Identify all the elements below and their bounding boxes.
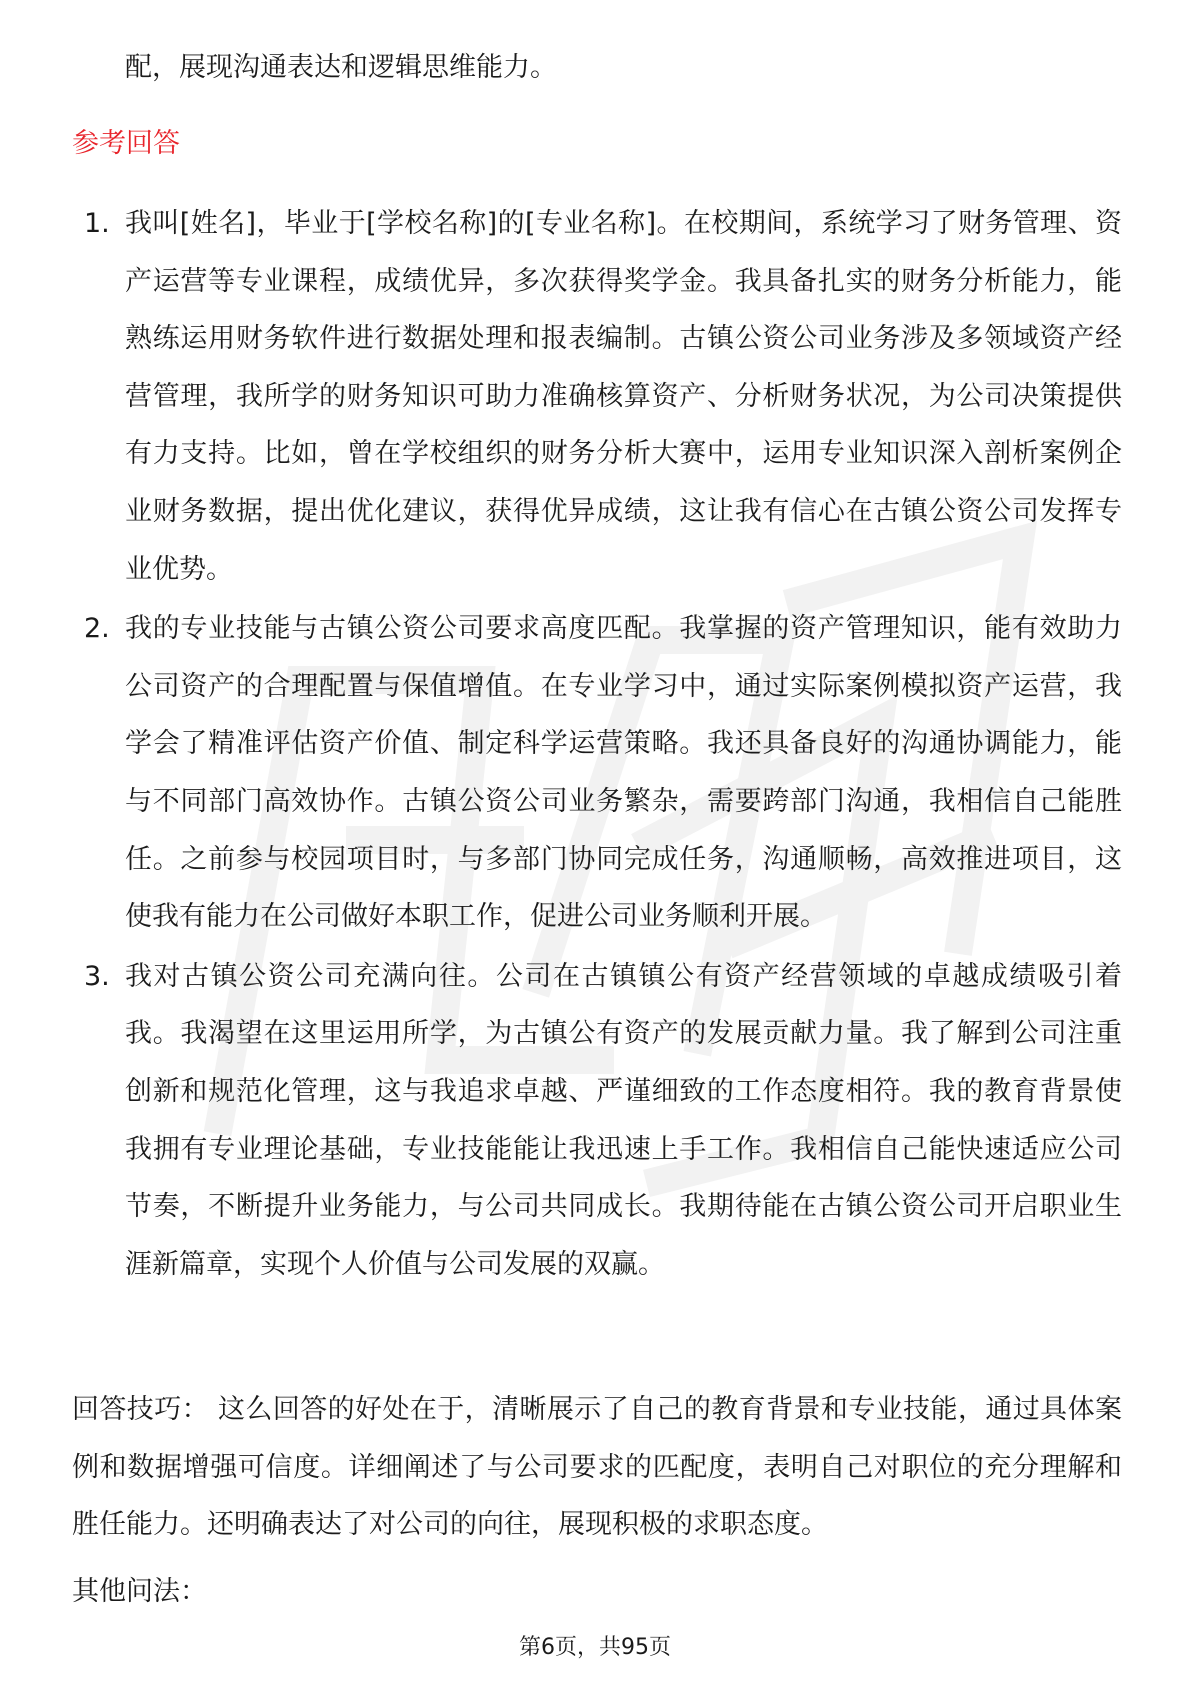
answer-text: 我的专业技能与古镇公资公司要求高度匹配。我掌握的资产管理知识，能有效助力公司资产的合理配置与保值增值。在专业学习中，通过实际案例模拟资产运营，我学会了精准评估资产价值、制定科学运营策略。我还具备良好的沟通协调能力，能与不同部门高效协作。古镇公资公司业务繁杂，需要跨部门沟通，我相信自己能胜任。之前参与校园项目时，与多部门协同完成任务，沟通顺畅，高效推进项目，这使我有能力在公司做好本职工作，促进公司业务顺利开展。 [125,613,1122,933]
answer-list [72,195,1122,1295]
answer-tips: 回答技巧： 这么回答的好处在于，清晰展示了自己的教育背景和专业技能，通过具体案例和数据增强可信度。详细阐述了与公司要求的匹配度，表明自己对职位的充分理解和胜任能力。还明确表达了对公司的向往，展现积极的求职态度。 [72,1394,1122,1541]
section-heading-reference-answer: 参考回答 [72,128,180,159]
page-footer-number: 第6页，共95页 [519,1635,671,1660]
answer-item-3 [72,948,1122,1294]
answer-text: 我对古镇公资公司充满向往。公司在古镇镇公有资产经营领域的卓越成绩吸引着我。我渴望在这里运用所学，为古镇公有资产的发展贡献力量。我了解到公司注重创新和规范化管理，这与我追求卓越、严谨细致的工作态度相符。我的教育背景使我拥有专业理论基础，专业技能能让我迅速上手工作。我相信自己能快速适应公司节奏，不断提升业务能力，与公司共同成长。我期待能在古镇公资公司开启职业生涯新篇章，实现个人价值与公司发展的双赢。 [125,960,1122,1280]
answer-number: 3. [84,960,110,992]
answer-number: 1. [84,208,110,239]
other-questions-label: 其他问法： [72,1576,207,1607]
answer-item-2 [72,600,1122,946]
answer-number: 2. [84,613,110,645]
answer-text: 我叫[姓名]，毕业于[学校名称]的[专业名称]。在校期间，系统学习了财务管理、资产运营等专业课程，成绩优异，多次获得奖学金。我具备扎实的财务分析能力，能熟练运用财务软件进行数据处理和报表编制。古镇公资公司业务涉及多领域资产经营管理，我所学的财务知识可助力准确核算资产、分析财务状况，为公司决策提供有力支持。比如，曾在学校组织的财务分析大赛中，运用专业知识深入剖析案例企业财务数据，提出优化建议，获得优异成绩，这让我有信心在古镇公资公司发挥专业优势。 [125,208,1122,585]
answer-item-1 [72,195,1122,598]
continuation-text: 配，展现沟通表达和逻辑思维能力。 [125,52,557,83]
